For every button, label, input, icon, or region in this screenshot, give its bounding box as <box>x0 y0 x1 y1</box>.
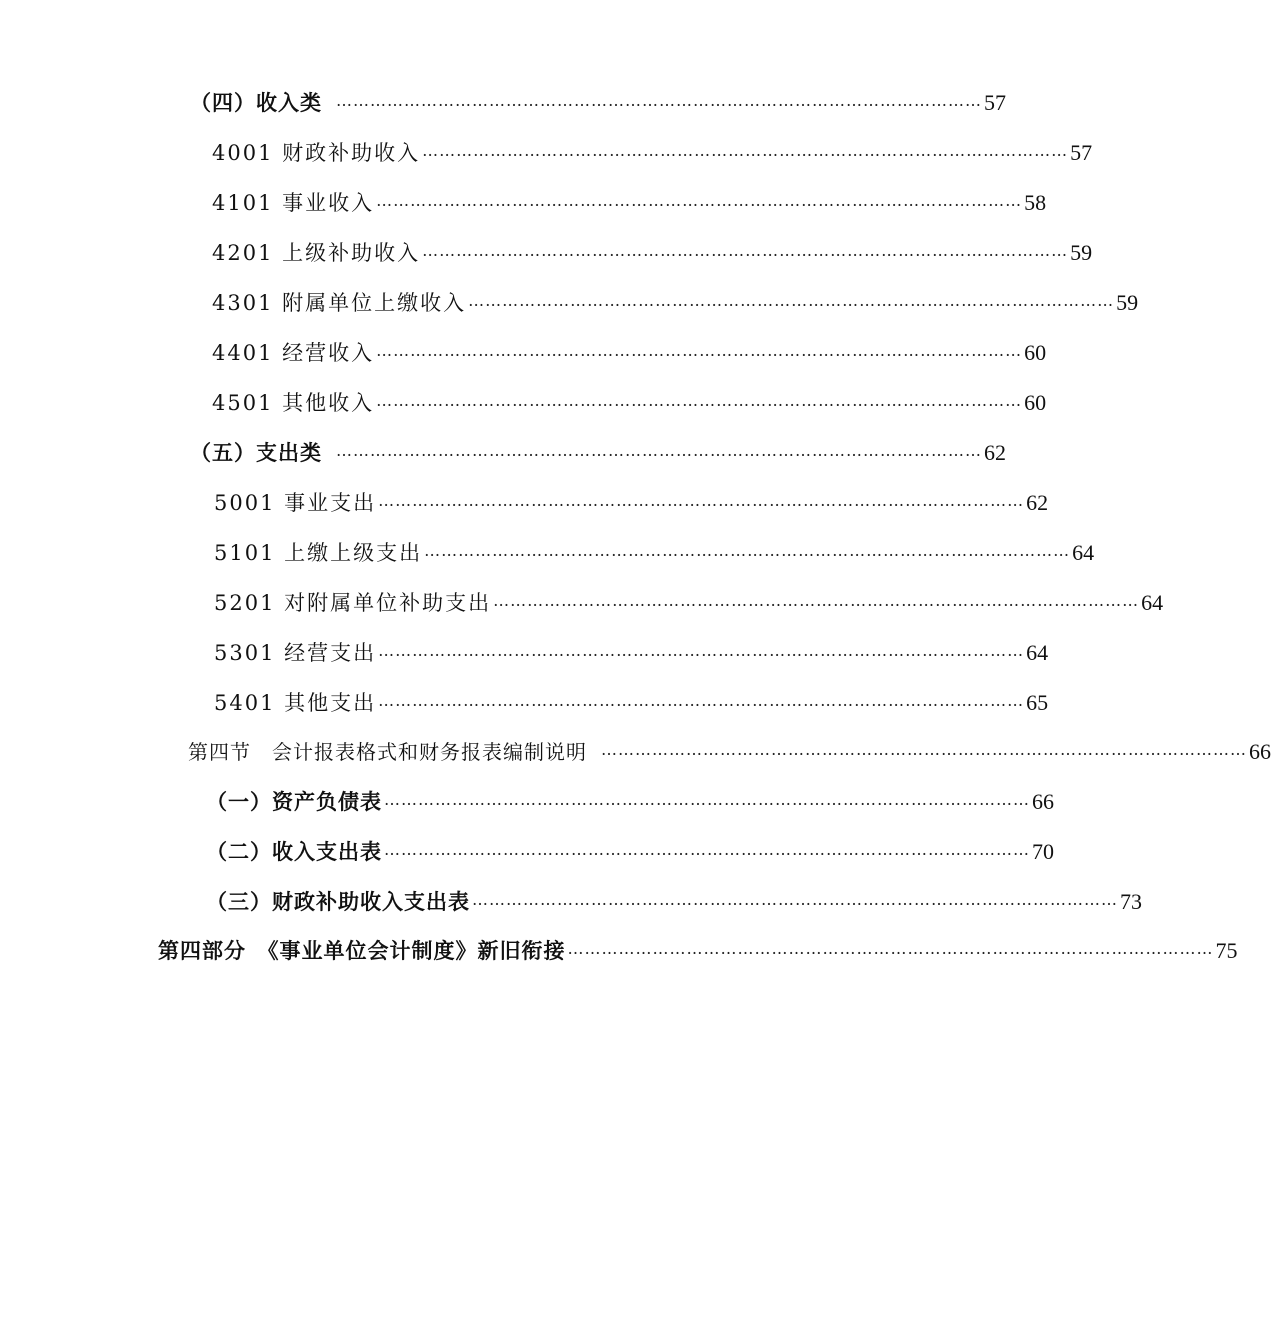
toc-entry-5301[interactable] <box>214 638 1049 668</box>
toc-entry-5401[interactable] <box>214 688 1049 718</box>
toc-dot-leader: …………………………………………………………………………………………………… <box>422 241 1069 260</box>
toc-page-number: 57 <box>984 90 1006 115</box>
toc-entry-4101[interactable] <box>212 188 1047 218</box>
toc-entry-4001[interactable] <box>212 138 1093 168</box>
toc-entry-5101[interactable] <box>214 538 1095 568</box>
toc-page-number: 73 <box>1120 889 1142 914</box>
toc-page-number: 64 <box>1141 590 1164 615</box>
toc-entry-label: 5101 上缴上级支出 <box>214 541 423 565</box>
toc-page-number: 64 <box>1026 640 1049 665</box>
toc-entry-label: 第四节 会计报表格式和财务报表编制说明 <box>188 740 587 764</box>
toc-page-number: 66 <box>1249 739 1271 764</box>
toc-page-number: 62 <box>1026 490 1049 515</box>
toc-page-number: 60 <box>1024 390 1047 415</box>
toc-entry-label: （五）支出类 <box>190 441 322 465</box>
toc-dot-leader: …………………………………………………………………………………………………… <box>378 641 1025 660</box>
toc-page-number: 70 <box>1032 839 1054 864</box>
toc-dot-leader: …………………………………………………………………………………………………… <box>336 91 982 110</box>
toc-page-number: 66 <box>1032 789 1054 814</box>
toc-page-number: 65 <box>1026 690 1049 715</box>
toc-entry-label: 4301 附属单位上缴收入 <box>212 291 467 315</box>
toc-dot-leader: …………………………………………………………………………………………………… <box>376 191 1023 210</box>
toc-entry-label: （四）收入类 <box>190 91 322 115</box>
toc-dot-leader: …………………………………………………………………………………………………… <box>376 391 1023 410</box>
toc-dot-leader: …………………………………………………………………………………………………… <box>384 790 1030 809</box>
toc-entry-label: 第四部分 《事业单位会计制度》新旧衔接 <box>158 939 566 963</box>
toc-dot-leader: …………………………………………………………………………………………………… <box>336 441 982 460</box>
toc-entry-label: 4001 财政补助收入 <box>212 141 421 165</box>
toc-entry-fiscal-subsidy-statement[interactable] <box>206 887 1142 917</box>
toc-entry-income-category[interactable] <box>190 88 1006 118</box>
toc-dot-leader: …………………………………………………………………………………………………… <box>378 691 1025 710</box>
toc-entry-income-expense-statement[interactable] <box>206 837 1054 867</box>
toc-entry-5201[interactable] <box>214 588 1164 618</box>
toc-dot-leader: …………………………………………………………………………………………………… <box>376 341 1023 360</box>
toc-entry-part-4[interactable] <box>158 936 1238 966</box>
toc-dot-leader: …………………………………………………………………………………………………… <box>384 840 1030 859</box>
toc-entry-4501[interactable] <box>212 388 1047 418</box>
toc-entry-label: 5301 经营支出 <box>214 641 377 665</box>
toc-page-number: 64 <box>1072 540 1095 565</box>
toc-dot-leader: …………………………………………………………………………………………………… <box>472 890 1118 909</box>
toc-dot-leader: …………………………………………………………………………………………………… <box>468 291 1115 310</box>
toc-dot-leader: …………………………………………………………………………………………………… <box>424 541 1071 560</box>
toc-entry-label: 4201 上级补助收入 <box>212 241 421 265</box>
toc-dot-leader: …………………………………………………………………………………………………… <box>601 740 1247 759</box>
toc-dot-leader: …………………………………………………………………………………………………… <box>422 141 1069 160</box>
toc-entry-4301[interactable] <box>212 288 1139 318</box>
toc-entry-section-4[interactable] <box>188 737 1271 767</box>
toc-page-number: 75 <box>1215 938 1238 963</box>
toc-page-number: 59 <box>1116 290 1139 315</box>
toc-entry-4201[interactable] <box>212 238 1093 268</box>
toc-page-number: 57 <box>1070 140 1093 165</box>
toc-entry-label: （二）收入支出表 <box>206 840 382 864</box>
toc-page-number: 60 <box>1024 340 1047 365</box>
toc-page-number: 62 <box>984 440 1006 465</box>
toc-entry-expense-category[interactable] <box>190 438 1006 468</box>
toc-entry-label: 5201 对附属单位补助支出 <box>214 591 492 615</box>
toc-entry-5001[interactable] <box>214 488 1049 518</box>
toc-entry-label: （三）财政补助收入支出表 <box>206 890 470 914</box>
toc-entry-label: 5001 事业支出 <box>214 491 377 515</box>
toc-entry-label: 5401 其他支出 <box>214 691 377 715</box>
toc-entry-label: （一）资产负债表 <box>206 790 382 814</box>
toc-dot-leader: …………………………………………………………………………………………………… <box>567 939 1214 958</box>
toc-entry-balance-sheet[interactable] <box>206 787 1054 817</box>
toc-entry-label: 4101 事业收入 <box>212 191 375 215</box>
toc-dot-leader: …………………………………………………………………………………………………… <box>493 591 1140 610</box>
toc-dot-leader: …………………………………………………………………………………………………… <box>378 491 1025 510</box>
toc-page-number: 59 <box>1070 240 1093 265</box>
toc-entry-label: 4401 经营收入 <box>212 341 375 365</box>
toc-entry-4401[interactable] <box>212 338 1047 368</box>
toc-entry-label: 4501 其他收入 <box>212 391 375 415</box>
toc-page-number: 58 <box>1024 190 1047 215</box>
